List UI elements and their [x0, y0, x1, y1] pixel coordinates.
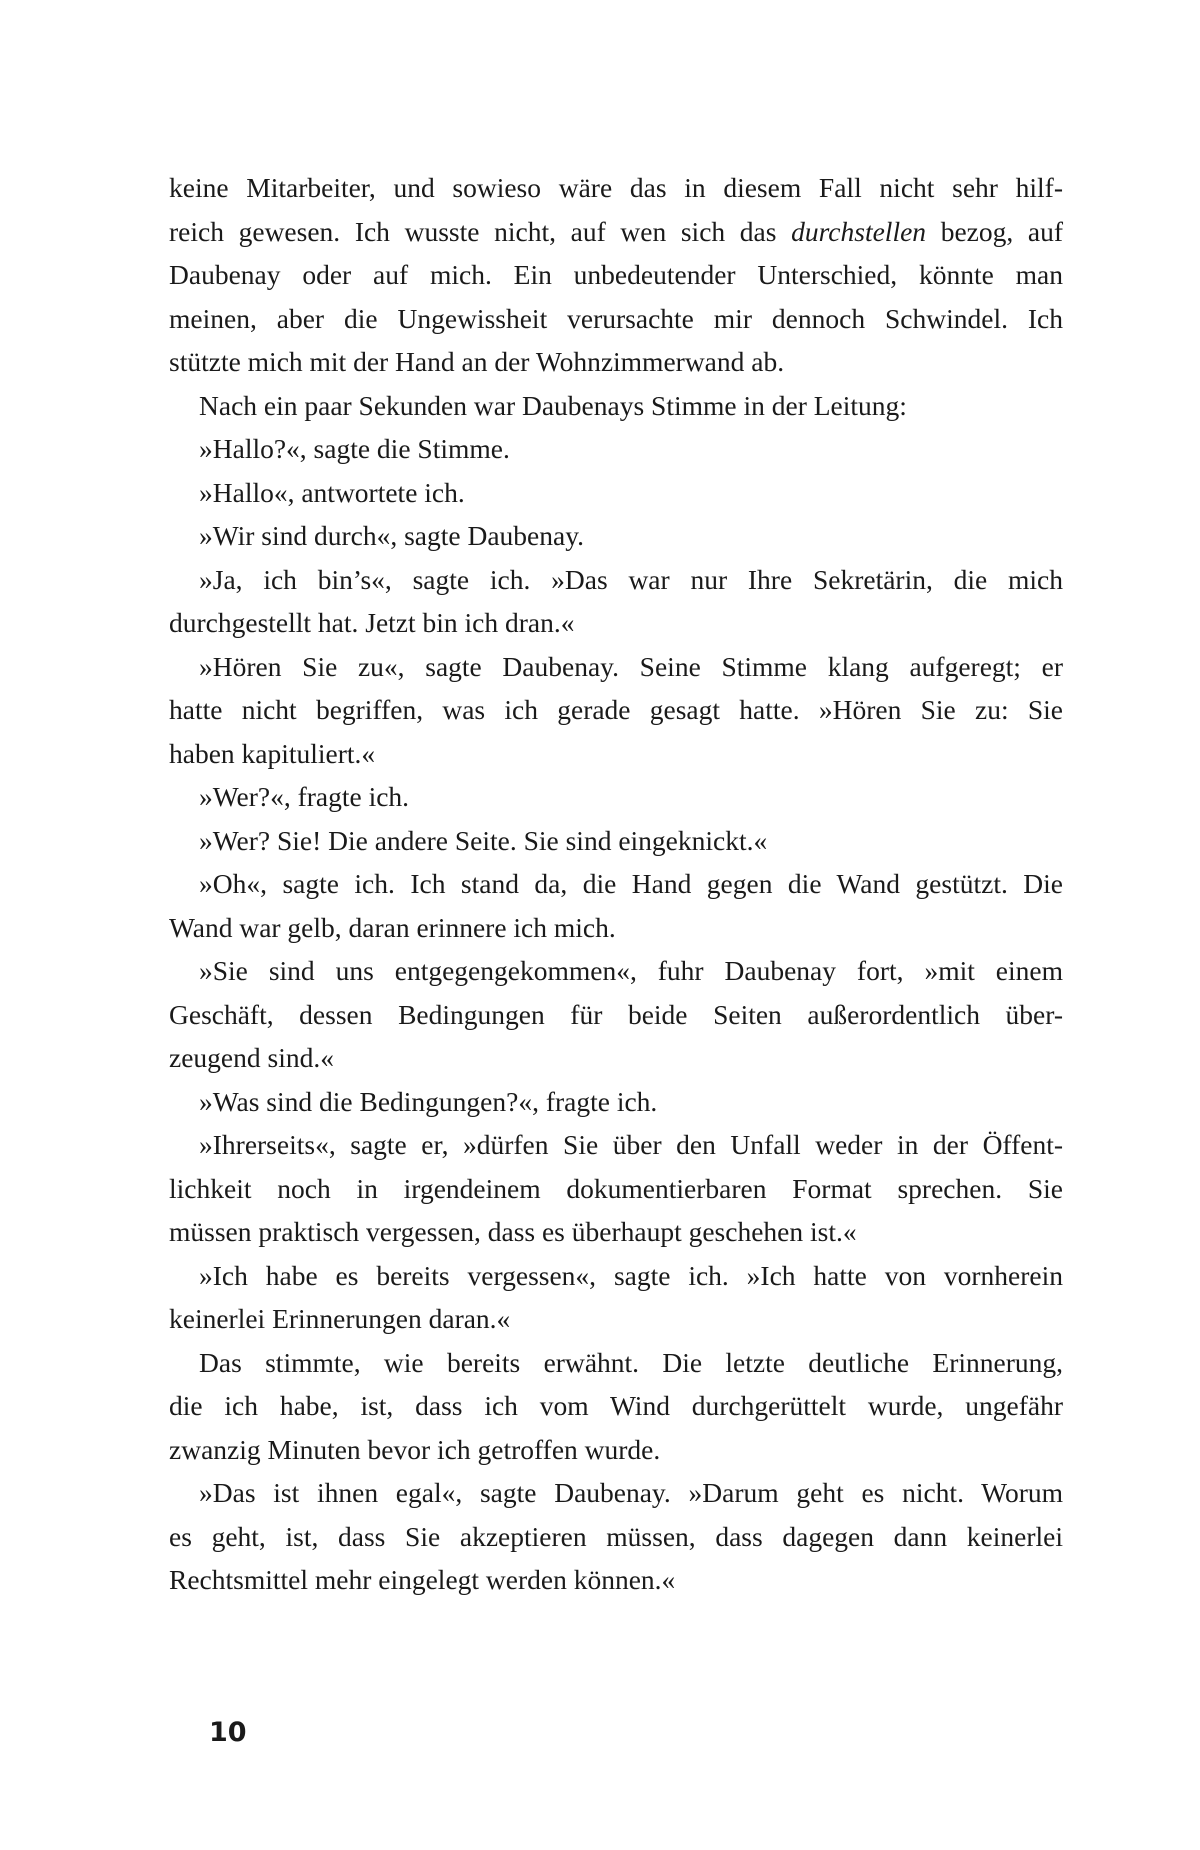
text-segment: »Hallo«, antwortete ich.	[199, 476, 465, 508]
body-text	[169, 166, 1063, 1602]
text-line	[169, 1558, 1063, 1602]
text-segment: keinerlei Erinnerungen daran.«	[169, 1303, 511, 1334]
text-line	[169, 1210, 1063, 1254]
text-segment: zwanzig Minuten bevor ich getroffen wurde.	[169, 1433, 661, 1465]
text-segment: bezog, auf	[926, 215, 1064, 247]
text-segment: keine Mitarbeiter, und sowieso wäre das in diesem Fall nicht sehr hilf-	[169, 172, 1063, 203]
text-line	[169, 166, 1063, 210]
text-line	[169, 427, 1063, 471]
text-line	[169, 1297, 1063, 1341]
text-segment: zeugend sind.«	[169, 1042, 334, 1073]
text-line	[169, 514, 1063, 558]
text-segment: Rechtsmittel mehr eingelegt werden können.«	[169, 1564, 676, 1595]
text-segment: »Das ist ihnen egal«, sagte Daubenay. »Darum geht es nicht. Worum	[199, 1477, 1063, 1508]
text-segment: es geht, ist, dass Sie akzeptieren müssen, dass dagegen dann keinerlei	[169, 1520, 1063, 1552]
text-segment: haben kapituliert.«	[169, 737, 376, 769]
text-line	[169, 1036, 1063, 1080]
text-segment: lichkeit noch in irgendeinem dokumentierbaren Format sprechen. Sie	[169, 1172, 1063, 1204]
text-segment: »Ja, ich bin’s«, sagte ich. »Das war nur Ihre Sekretärin, die mich	[199, 563, 1063, 595]
text-line	[169, 1384, 1063, 1428]
text-line	[169, 1080, 1063, 1124]
text-line	[169, 253, 1063, 297]
text-line	[169, 645, 1063, 689]
text-line	[169, 1341, 1063, 1385]
text-segment: stützte mich mit der Hand an der Wohnzimmerwand ab.	[169, 346, 785, 377]
text-line	[169, 862, 1063, 906]
text-segment: Daubenay oder auf mich. Ein unbedeutender Unterschied, könnte man	[169, 259, 1063, 290]
text-line	[169, 1515, 1063, 1559]
text-segment: Geschäft, dessen Bedingungen für beide Seiten außerordentlich über-	[169, 998, 1063, 1030]
text-segment: reich gewesen. Ich wusste nicht, auf wen sich das	[169, 215, 792, 247]
text-line	[169, 993, 1063, 1037]
text-segment: »Ihrerseits«, sagte er, »dürfen Sie über den Unfall weder in der Öffent-	[199, 1129, 1063, 1160]
text-segment: »Hören Sie zu«, sagte Daubenay. Seine Stimme klang aufgeregt; er	[199, 650, 1063, 682]
text-line	[169, 732, 1063, 776]
text-segment: »Wer?«, fragte ich.	[199, 781, 410, 812]
text-segment: »Wir sind durch«, sagte Daubenay.	[199, 520, 585, 551]
text-segment: meinen, aber die Ungewissheit verursachte mir dennoch Schwindel. Ich	[169, 302, 1063, 334]
text-segment: hatte nicht begriffen, was ich gerade gesagt hatte. »Hören Sie zu: Sie	[169, 694, 1063, 725]
text-line	[169, 1123, 1063, 1167]
text-line	[169, 558, 1063, 602]
text-line	[169, 819, 1063, 863]
text-segment: »Sie sind uns entgegengekommen«, fuhr Daubenay fort, »mit einem	[199, 955, 1063, 986]
italic-word: durchstellen	[791, 215, 927, 247]
text-segment: Das stimmte, wie bereits erwähnt. Die letzte deutliche Erinnerung,	[199, 1346, 1063, 1378]
text-line	[169, 949, 1063, 993]
text-line	[169, 1254, 1063, 1298]
text-line	[169, 688, 1063, 732]
text-segment: »Hallo?«, sagte die Stimme.	[199, 433, 510, 464]
page-number: 10	[209, 1717, 247, 1748]
text-segment: Wand war gelb, daran erinnere ich mich.	[169, 911, 616, 943]
text-line	[169, 384, 1063, 428]
text-segment: die ich habe, ist, dass ich vom Wind durchgerüttelt wurde, ungefähr	[169, 1390, 1063, 1421]
text-segment: »Wer? Sie! Die andere Seite. Sie sind eingeknickt.«	[199, 824, 768, 856]
text-line	[169, 340, 1063, 384]
text-segment: »Ich habe es bereits vergessen«, sagte ich. »Ich hatte von vornherein	[199, 1259, 1063, 1291]
text-line	[169, 601, 1063, 645]
text-line	[169, 1167, 1063, 1211]
text-segment: »Oh«, sagte ich. Ich stand da, die Hand gegen die Wand gestützt. Die	[199, 868, 1063, 899]
text-segment: müssen praktisch vergessen, dass es überhaupt geschehen ist.«	[169, 1216, 857, 1247]
text-line	[169, 471, 1063, 515]
text-line	[169, 775, 1063, 819]
text-line	[169, 1471, 1063, 1515]
text-line	[169, 297, 1063, 341]
text-segment: Nach ein paar Sekunden war Daubenays Stimme in der Leitung:	[199, 389, 907, 421]
text-segment: »Was sind die Bedingungen?«, fragte ich.	[199, 1085, 658, 1117]
text-line	[169, 1428, 1063, 1472]
text-line	[169, 906, 1063, 950]
text-segment: durchgestellt hat. Jetzt bin ich dran.«	[169, 607, 575, 638]
text-line	[169, 210, 1063, 254]
